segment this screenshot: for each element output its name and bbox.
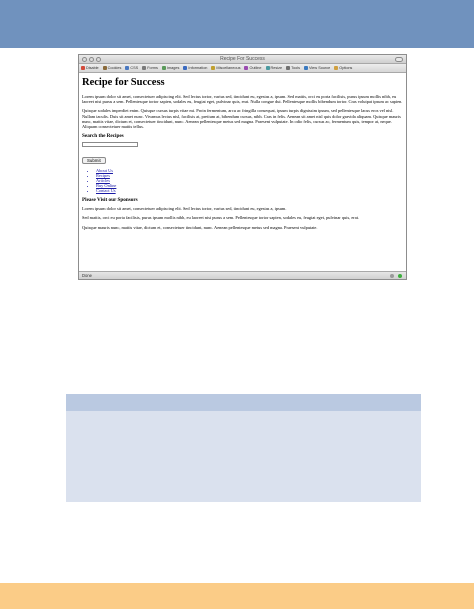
toolbar-menu-information[interactable] bbox=[183, 64, 207, 73]
toolbar-menu-label: View Source bbox=[309, 65, 331, 70]
toolbar-menu-label: Resize bbox=[270, 65, 283, 70]
note-box-header bbox=[66, 394, 421, 411]
note-box-body bbox=[66, 411, 421, 502]
sponsor-paragraph-1: Lorem ipsum dolor sit amet, consectetuer adipiscing elit. Sed lectus tortor, varius sed, tincidunt eu, egestas a, ipsum. bbox=[82, 206, 287, 212]
settings-icon[interactable] bbox=[390, 274, 394, 278]
toolbar-menu-resize[interactable] bbox=[266, 64, 283, 73]
toolbar-menu-label: Images bbox=[166, 65, 180, 70]
header-band bbox=[0, 0, 474, 48]
page-title: Recipe for Success bbox=[82, 77, 165, 88]
footer-band bbox=[0, 583, 474, 609]
information-icon bbox=[183, 66, 187, 70]
nav-link-about-us[interactable]: • About Us bbox=[96, 168, 403, 173]
toolbar-menu-tools[interactable] bbox=[286, 64, 300, 73]
toolbar-toggle-button[interactable] bbox=[395, 57, 403, 62]
search-input[interactable] bbox=[82, 142, 138, 147]
toolbar-menu-label: Tools bbox=[291, 65, 300, 70]
status-bar bbox=[79, 271, 406, 279]
toolbar-menu-label: CSS bbox=[130, 65, 139, 70]
toolbar-menu-css[interactable] bbox=[125, 64, 138, 73]
nav-link-contact-us[interactable]: • Contact Us bbox=[96, 188, 403, 193]
nav-link-articles[interactable]: • Articles bbox=[96, 178, 403, 183]
toolbar-menu-options[interactable] bbox=[334, 64, 352, 73]
toolbar-menu-label: Cookies bbox=[107, 65, 122, 70]
submit-button[interactable]: Submit bbox=[82, 157, 106, 164]
toolbar-menu-disable[interactable] bbox=[81, 64, 99, 73]
nav-list bbox=[82, 168, 403, 193]
sponsor-paragraph-2: Sed mattis, orci eu porta facilisis, purus ipsum mollis nibh, eu laoreet nisi purus a sem. Pellentesque tortor sapien, sodales eu, feugiat eget, pulvinar quis, erat. bbox=[82, 215, 360, 221]
css-icon bbox=[125, 66, 129, 70]
outline-icon bbox=[244, 66, 248, 70]
images-icon bbox=[162, 66, 166, 70]
forms-icon bbox=[142, 66, 146, 70]
toolbar-menu-outline[interactable] bbox=[244, 64, 261, 73]
sponsor-paragraph-3: Quisque mauris nunc, mattis vitae, dictum et, consectetuer tincidunt, nunc. Aenean pellentesque metus sed magna. Praesent vulputate. bbox=[82, 224, 318, 230]
toolbar-menu-images[interactable] bbox=[162, 64, 179, 73]
disable-icon bbox=[81, 66, 85, 70]
resize-icon bbox=[266, 66, 270, 70]
tools-icon bbox=[286, 66, 290, 70]
toolbar-menu-miscellaneous[interactable] bbox=[211, 64, 240, 73]
toolbar-menu-label: Options bbox=[339, 65, 353, 70]
sponsors-heading: Please Visit our Sponsors bbox=[82, 197, 138, 204]
nav-link-buy-online[interactable]: • Buy Online bbox=[96, 183, 403, 188]
status-text: Done bbox=[82, 273, 93, 278]
validation-ok-icon[interactable] bbox=[398, 274, 402, 278]
options-icon bbox=[334, 66, 338, 70]
browser-titlebar bbox=[79, 55, 406, 64]
search-heading: Search the Recipes bbox=[82, 133, 124, 140]
toolbar-menu-label: Forms bbox=[147, 65, 158, 70]
toolbar-menu-label: Miscellaneous bbox=[216, 65, 241, 70]
view-source-icon bbox=[304, 66, 308, 70]
web-page-content bbox=[79, 74, 406, 271]
toolbar-menu-view-source[interactable] bbox=[304, 64, 330, 73]
miscellaneous-icon bbox=[211, 66, 215, 70]
web-developer-toolbar bbox=[79, 64, 406, 73]
intro-paragraph: Lorem ipsum dolor sit amet, consectetuer adipiscing elit. Sed lectus tortor, varius sed, tincidunt eu, egestas a, ipsum. Sed mattis, orci eu porta facilisis, purus ipsum mollis nibh, eu laoreet nisi purus a sem. Pellentesque tortor sapien, sodales eu, feugiat eget, pulvinar quis, erat. Nulla congue dui. Pellentesque mollis bibendum tortor. Cras volutpat ipsum ac sapien. bbox=[82, 94, 403, 105]
toolbar-menu-label: Information bbox=[188, 65, 208, 70]
browser-screenshot bbox=[78, 54, 407, 280]
toolbar-menu-label: Disable bbox=[86, 65, 99, 70]
toolbar-menu-cookies[interactable] bbox=[103, 64, 122, 73]
toolbar-menu-label: Outline bbox=[249, 65, 262, 70]
second-paragraph: Quisque sodales imperdiet enim. Quisque cursus turpis vitae mi. Proin fermentum, arcu ac fringilla consequat, ipsum turpis dignissim ipsum, sed pellentesque lacus eros vel nisl. Nullam iaculis. Duis sit amet nunc. Vivamus lectus nisl, facilisis at, pretium at, bibendum cursus, nibh. Cras in felis. Aenean sit amet nisl quis dolor gravida aliquam. Quisque mauris nunc, mattis vitae, dictum et, consectetuer tincidunt, nunc. Aenean pellentesque metus sed magna. Praesent vulputate. In odio felis, cursus ac, fermentum quis, tempor at, neque. Aliquam consectetuer mattis tellus. bbox=[82, 108, 401, 130]
cookies-icon bbox=[103, 66, 107, 70]
toolbar-menu-forms[interactable] bbox=[142, 64, 158, 73]
nav-link-recipes[interactable]: • Recipes bbox=[96, 173, 403, 178]
window-title: Recipe For Success bbox=[220, 56, 265, 62]
